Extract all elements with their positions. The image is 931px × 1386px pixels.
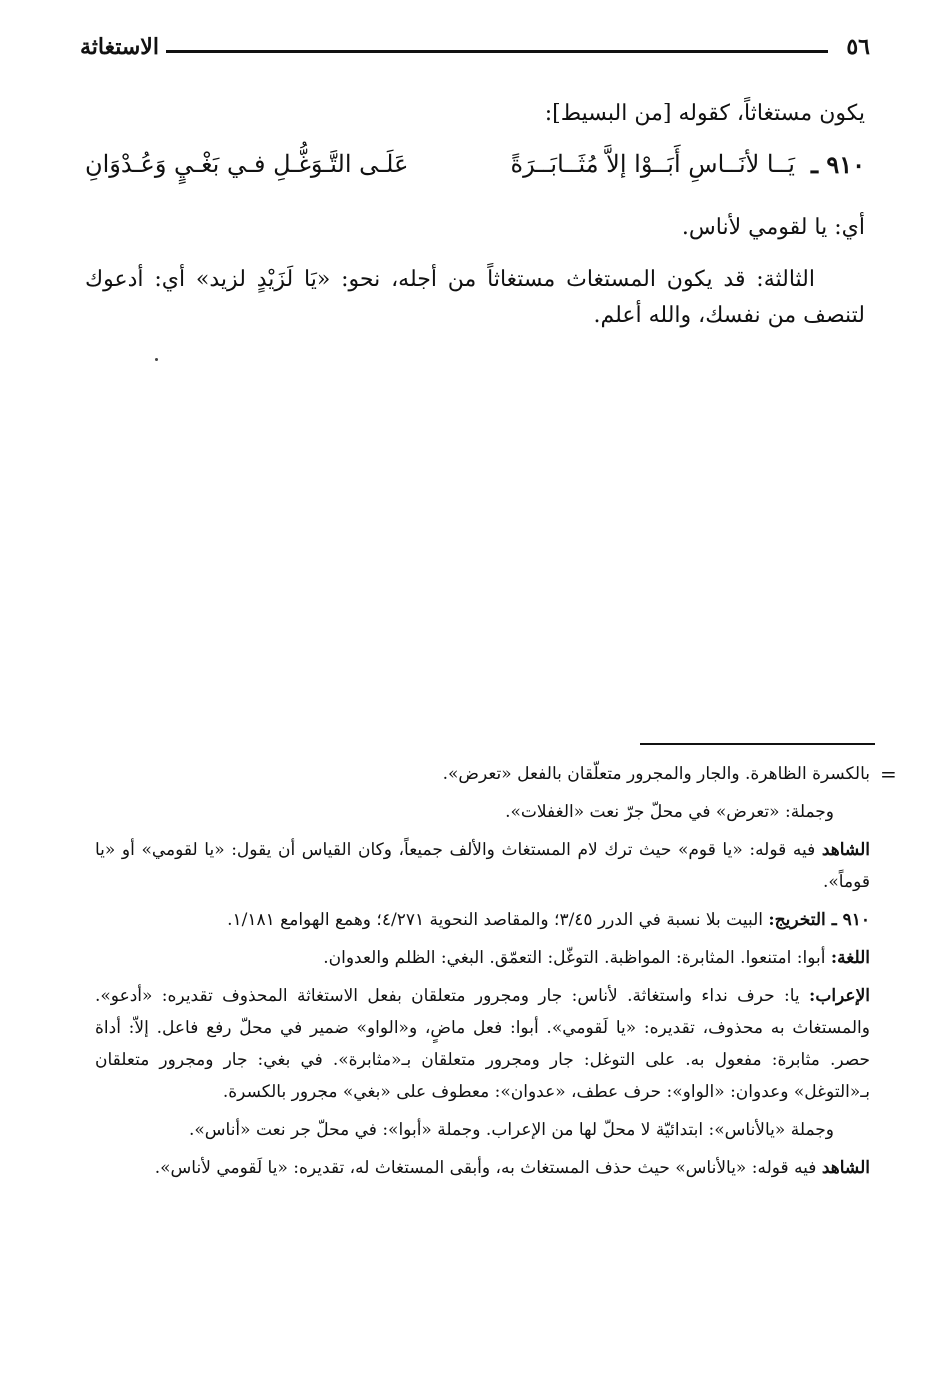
footnote-text: وجملة «يالأناس»: ابتدائيّة لا محلّ لها من الإعراب. وجملة «أبوا»: في محلّ جر نعت «أناس».: [188, 1120, 834, 1140]
footnote-line: [95, 1152, 870, 1184]
header-rule: [166, 50, 828, 53]
meaning-text: أي: يا لقومي لأناس.: [681, 215, 865, 240]
intro-text: يكون مستغاثاً، كقوله [من البسيط]:: [544, 101, 865, 126]
footnote-continuation-mark: =: [880, 762, 897, 786]
third-point-text: الثالثة: قد يكون المستغاث مستغاثاً من أجله، نحو: «يَا لَزَيْدٍ لزيد» أي: أدعوك لتنصف من نفسك، والله أعلم.: [85, 267, 865, 328]
footnote-line: [95, 1114, 870, 1146]
meaning-line: [85, 210, 915, 246]
running-title: الاستغاثة: [80, 34, 159, 60]
page-header: [80, 34, 870, 68]
footnote-label: الشاهد: [821, 840, 870, 860]
footnote-text: يا: حرف نداء واستغاثة. لأناس: جار ومجرور متعلقان بفعل الاستغاثة المحذوف تقديره: «أدعو». والمستغاث به محذوف، تقديره: «يا لَقومي». أبوا: فعل ماضٍ، و«الواو» ضمير في محلّ رفع فاعل. إلاّ: أداة حصر. مثابرة: مفعول به. على التوغل: جار ومجرور متعلقان بـ«مثابرة». في بغي: جار ومجرور متعلقان بـ«التوغل» وعدوان: «الواو»: حرف عطف، «عدوان»: معطوف على «بغي» مجرور بالكسرة.: [95, 986, 870, 1102]
footnote-line: [95, 980, 870, 1108]
footnote-text: البيت بلا نسبة في الدرر ٣/٤٥؛ والمقاصد النحوية ٤/٢٧١؛ وهمع الهوامع ١/١٨١.: [227, 910, 763, 930]
footnote-line: [95, 942, 870, 974]
footnote-label: ٩١٠ ـ التخريج:: [768, 910, 870, 930]
footnote-line: [95, 796, 870, 828]
footnote-text: وجملة: «تعرض» في محلّ جرّ نعت «الغفلات».: [505, 802, 834, 822]
verse-second-hemistich: عَلَـى التَّـوَغُّـلِ فـي بَغْـيٍ وَعُـدْوَانِ: [85, 150, 409, 178]
footnote-line: [95, 758, 870, 790]
footnote-text: فيه قوله: «يالأناس» حيث حذف المستغاث به، وأبقى المستغاث له، تقديره: «يا لَقومي لأناس».: [154, 1158, 817, 1178]
footnote-label: اللغة:: [830, 948, 870, 968]
footnote-separator: [640, 743, 875, 745]
print-speck: [155, 358, 158, 361]
poetry-verse: [85, 150, 865, 200]
verse-first-hemistich: يَــا لأنَــاسِ أَبَــوْا إلاَّ مُثَــابَــرَةً: [510, 150, 795, 178]
footnote-label: الشاهد: [821, 1158, 870, 1178]
footnote-text: أبوا: امتنعوا. المثابرة: المواظبة. التوغّل: التعمّق. البغي: الظلم والعدوان.: [323, 948, 826, 968]
intro-line: [85, 96, 865, 132]
footnote-text: بالكسرة الظاهرة. والجار والمجرور متعلّقان بالفعل «تعرض».: [442, 764, 870, 784]
footnotes: [95, 758, 870, 1190]
verse-number: ٩١٠ ـ: [810, 150, 865, 179]
third-point-paragraph: [85, 262, 865, 334]
page-number: ٥٦: [846, 34, 870, 60]
footnote-label: الإعراب:: [809, 986, 870, 1006]
footnote-line: [95, 834, 870, 898]
footnote-text: فيه قوله: «يا قوم» حيث ترك لام المستغاث والألف جميعاً، وكان القياس أن يقول: «يا لقومي» أو «يا قوماً».: [95, 840, 870, 892]
footnote-line: [95, 904, 870, 936]
